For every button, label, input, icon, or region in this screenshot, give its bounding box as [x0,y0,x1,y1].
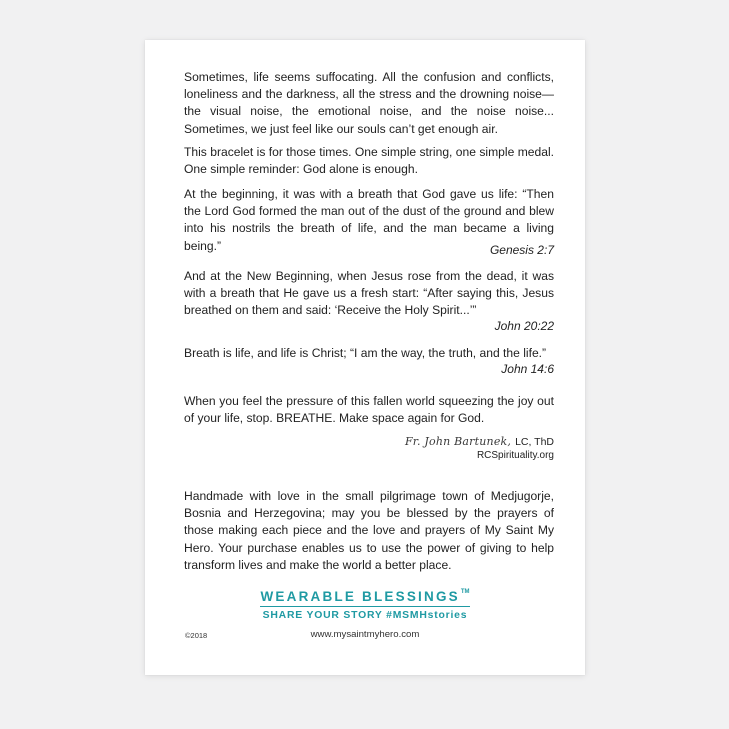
paragraph-beginning: At the beginning, it was with a breath that God gave us life: “Then the Lord God formed the man out of the dust of the ground and blew into his nostrils the breath of life, and the man became a living being.” [184,187,554,253]
author-signature: Fr. John Bartunek, [404,435,512,448]
copyright: ©2018 [185,631,208,640]
trademark-mark: TM [460,589,470,595]
paragraph-suffocating: Sometimes, life seems suffocating. All the confusion and conflicts, loneliness and the darkness, all the stress and the drowning noise—the visual noise, the emotional noise, and the noise noise... Sometimes, we just feel like our souls can’t get enough air. [184,70,554,136]
citation-john-14: John 14:6 [501,362,554,376]
signature-line [405,435,554,448]
paragraph-new-beginning: And at the New Beginning, when Jesus rose from the dead, it was with a breath that He gave us a fresh start: “After saying this, Jesus breathed on them and said: ‘Receive the Holy Spirit...’” [184,269,554,318]
prayer-card [145,40,585,675]
brand-subtitle: SHARE YOUR STORY #MSMHstories [262,610,468,621]
citation-john-20: John 20:22 [494,319,554,333]
brand-block [145,588,585,621]
paragraph-breath-is-life: Breath is life, and life is Christ; “I am the way, the truth, and the life.” [184,346,547,360]
brand-title [260,589,469,607]
paragraph-pressure: When you feel the pressure of this fallen world squeezing the joy out of your life, stop. BREATHE. Make space again for God. [184,394,554,426]
signature-block [405,435,554,461]
brand-title-text: WEARABLE BLESSINGS [260,589,460,604]
paragraph-bracelet: This bracelet is for those times. One simple string, one simple medal. One simple reminder: God alone is enough. [184,145,554,177]
paragraph-handmade: Handmade with love in the small pilgrimage town of Medjugorje, Bosnia and Herzegovina; may you be blessed by the prayers of those making each piece and the love and prayers of My Saint My Hero. Your purchase enables us to use the power of giving to help transform lives and make the world a better place. [184,489,554,572]
author-credentials: LC, ThD [515,436,554,448]
citation-genesis: Genesis 2:7 [489,243,554,257]
author-website: RCSpirituality.org [476,450,554,461]
website-url: www.mysaintmyhero.com [310,629,420,640]
